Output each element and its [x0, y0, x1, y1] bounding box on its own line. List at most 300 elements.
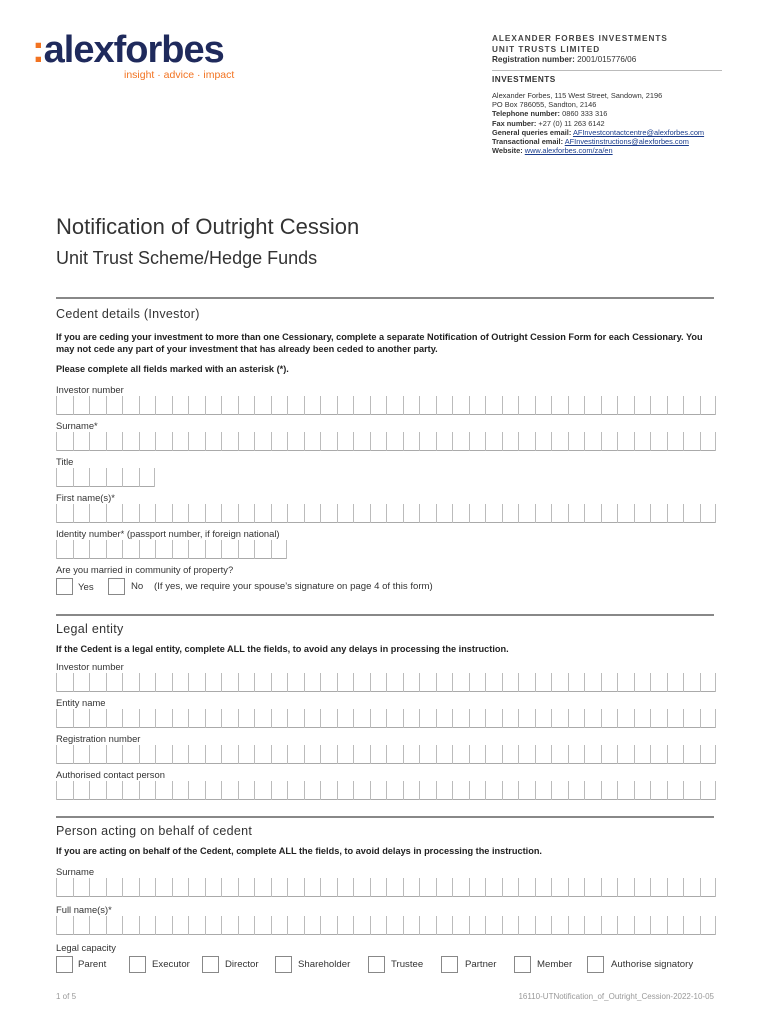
char-box[interactable] — [419, 432, 436, 451]
char-box[interactable] — [650, 781, 667, 800]
char-box[interactable] — [370, 781, 387, 800]
char-box[interactable] — [155, 540, 172, 559]
char-box[interactable] — [205, 396, 222, 415]
char-box[interactable] — [700, 709, 717, 728]
char-box[interactable] — [419, 673, 436, 692]
char-box[interactable] — [254, 709, 271, 728]
char-box[interactable] — [353, 673, 370, 692]
char-box[interactable] — [650, 916, 667, 935]
char-box[interactable] — [221, 745, 238, 764]
char-box[interactable] — [386, 396, 403, 415]
char-box[interactable] — [89, 916, 106, 935]
char-box[interactable] — [337, 432, 354, 451]
char-box[interactable] — [287, 745, 304, 764]
char-box[interactable] — [353, 781, 370, 800]
char-box[interactable] — [601, 916, 618, 935]
char-box[interactable] — [452, 709, 469, 728]
char-box[interactable] — [238, 396, 255, 415]
char-box[interactable] — [56, 709, 73, 728]
char-box[interactable] — [56, 540, 73, 559]
char-box[interactable] — [419, 396, 436, 415]
char-box[interactable] — [584, 781, 601, 800]
char-box[interactable] — [535, 916, 552, 935]
char-box[interactable] — [287, 673, 304, 692]
char-box[interactable] — [584, 673, 601, 692]
char-box[interactable] — [568, 745, 585, 764]
char-box[interactable] — [535, 673, 552, 692]
char-box[interactable] — [584, 504, 601, 523]
char-box[interactable] — [271, 878, 288, 897]
char-box[interactable] — [238, 781, 255, 800]
char-box[interactable] — [419, 916, 436, 935]
char-box[interactable] — [469, 396, 486, 415]
char-box[interactable] — [188, 916, 205, 935]
char-box[interactable] — [436, 745, 453, 764]
char-box[interactable] — [271, 673, 288, 692]
char-box[interactable] — [155, 745, 172, 764]
char-box[interactable] — [73, 745, 90, 764]
cedent-title-input[interactable] — [56, 468, 155, 487]
char-box[interactable] — [56, 468, 73, 487]
char-box[interactable] — [254, 878, 271, 897]
char-box[interactable] — [601, 673, 618, 692]
char-box[interactable] — [337, 396, 354, 415]
char-box[interactable] — [271, 432, 288, 451]
married-yes-checkbox[interactable] — [56, 578, 73, 595]
char-box[interactable] — [320, 432, 337, 451]
char-box[interactable] — [106, 504, 123, 523]
char-box[interactable] — [403, 709, 420, 728]
char-box[interactable] — [551, 745, 568, 764]
capacity-executor-checkbox[interactable] — [129, 956, 146, 973]
char-box[interactable] — [683, 916, 700, 935]
char-box[interactable] — [287, 709, 304, 728]
char-box[interactable] — [139, 432, 156, 451]
char-box[interactable] — [617, 432, 634, 451]
char-box[interactable] — [617, 745, 634, 764]
char-box[interactable] — [436, 673, 453, 692]
char-box[interactable] — [155, 504, 172, 523]
char-box[interactable] — [667, 878, 684, 897]
char-box[interactable] — [287, 504, 304, 523]
char-box[interactable] — [106, 468, 123, 487]
char-box[interactable] — [386, 673, 403, 692]
char-box[interactable] — [254, 673, 271, 692]
char-box[interactable] — [56, 432, 73, 451]
char-box[interactable] — [535, 432, 552, 451]
char-box[interactable] — [452, 396, 469, 415]
char-box[interactable] — [155, 709, 172, 728]
char-box[interactable] — [667, 673, 684, 692]
char-box[interactable] — [287, 432, 304, 451]
char-box[interactable] — [601, 432, 618, 451]
char-box[interactable] — [370, 396, 387, 415]
char-box[interactable] — [634, 878, 651, 897]
char-box[interactable] — [419, 709, 436, 728]
char-box[interactable] — [89, 673, 106, 692]
char-box[interactable] — [238, 673, 255, 692]
char-box[interactable] — [122, 709, 139, 728]
char-box[interactable] — [337, 709, 354, 728]
char-box[interactable] — [535, 745, 552, 764]
char-box[interactable] — [56, 673, 73, 692]
char-box[interactable] — [403, 781, 420, 800]
char-box[interactable] — [551, 432, 568, 451]
char-box[interactable] — [419, 878, 436, 897]
char-box[interactable] — [188, 781, 205, 800]
char-box[interactable] — [304, 709, 321, 728]
char-box[interactable] — [485, 432, 502, 451]
char-box[interactable] — [419, 781, 436, 800]
char-box[interactable] — [320, 396, 337, 415]
char-box[interactable] — [650, 673, 667, 692]
char-box[interactable] — [172, 396, 189, 415]
char-box[interactable] — [172, 504, 189, 523]
char-box[interactable] — [469, 745, 486, 764]
char-box[interactable] — [403, 745, 420, 764]
char-box[interactable] — [271, 916, 288, 935]
capacity-parent-checkbox[interactable] — [56, 956, 73, 973]
char-box[interactable] — [634, 396, 651, 415]
char-box[interactable] — [485, 709, 502, 728]
char-box[interactable] — [502, 916, 519, 935]
char-box[interactable] — [106, 709, 123, 728]
cedent-first-names-input[interactable] — [56, 504, 716, 523]
char-box[interactable] — [337, 916, 354, 935]
char-box[interactable] — [155, 432, 172, 451]
char-box[interactable] — [469, 878, 486, 897]
char-box[interactable] — [238, 504, 255, 523]
char-box[interactable] — [254, 504, 271, 523]
char-box[interactable] — [386, 432, 403, 451]
char-box[interactable] — [584, 396, 601, 415]
legal-investor-number-input[interactable] — [56, 673, 716, 692]
char-box[interactable] — [221, 916, 238, 935]
cedent-surname-input[interactable] — [56, 432, 716, 451]
char-box[interactable] — [683, 673, 700, 692]
char-box[interactable] — [535, 504, 552, 523]
char-box[interactable] — [254, 396, 271, 415]
char-box[interactable] — [73, 878, 90, 897]
char-box[interactable] — [700, 432, 717, 451]
char-box[interactable] — [89, 540, 106, 559]
behalf-full-names-input[interactable] — [56, 916, 716, 935]
char-box[interactable] — [155, 673, 172, 692]
char-box[interactable] — [89, 878, 106, 897]
char-box[interactable] — [73, 781, 90, 800]
char-box[interactable] — [106, 745, 123, 764]
char-box[interactable] — [469, 709, 486, 728]
char-box[interactable] — [304, 432, 321, 451]
char-box[interactable] — [518, 916, 535, 935]
char-box[interactable] — [518, 673, 535, 692]
char-box[interactable] — [139, 745, 156, 764]
char-box[interactable] — [221, 709, 238, 728]
capacity-partner-checkbox[interactable] — [441, 956, 458, 973]
char-box[interactable] — [452, 432, 469, 451]
char-box[interactable] — [485, 396, 502, 415]
char-box[interactable] — [568, 781, 585, 800]
capacity-member-checkbox[interactable] — [514, 956, 531, 973]
char-box[interactable] — [73, 468, 90, 487]
char-box[interactable] — [518, 432, 535, 451]
char-box[interactable] — [172, 745, 189, 764]
char-box[interactable] — [667, 709, 684, 728]
char-box[interactable] — [650, 432, 667, 451]
behalf-surname-input[interactable] — [56, 878, 716, 897]
char-box[interactable] — [469, 781, 486, 800]
char-box[interactable] — [436, 396, 453, 415]
cedent-identity-number-input[interactable] — [56, 540, 287, 559]
char-box[interactable] — [370, 709, 387, 728]
char-box[interactable] — [502, 709, 519, 728]
char-box[interactable] — [254, 540, 271, 559]
char-box[interactable] — [155, 916, 172, 935]
char-box[interactable] — [172, 673, 189, 692]
char-box[interactable] — [353, 916, 370, 935]
char-box[interactable] — [221, 673, 238, 692]
char-box[interactable] — [502, 504, 519, 523]
char-box[interactable] — [700, 745, 717, 764]
char-box[interactable] — [221, 781, 238, 800]
char-box[interactable] — [205, 878, 222, 897]
char-box[interactable] — [205, 916, 222, 935]
char-box[interactable] — [271, 709, 288, 728]
char-box[interactable] — [122, 878, 139, 897]
char-box[interactable] — [122, 745, 139, 764]
char-box[interactable] — [122, 540, 139, 559]
char-box[interactable] — [551, 781, 568, 800]
char-box[interactable] — [106, 781, 123, 800]
char-box[interactable] — [139, 396, 156, 415]
char-box[interactable] — [188, 540, 205, 559]
char-box[interactable] — [56, 916, 73, 935]
char-box[interactable] — [403, 432, 420, 451]
char-box[interactable] — [617, 878, 634, 897]
char-box[interactable] — [155, 781, 172, 800]
char-box[interactable] — [452, 673, 469, 692]
char-box[interactable] — [89, 432, 106, 451]
char-box[interactable] — [551, 504, 568, 523]
char-box[interactable] — [584, 878, 601, 897]
char-box[interactable] — [337, 673, 354, 692]
char-box[interactable] — [634, 916, 651, 935]
char-box[interactable] — [287, 781, 304, 800]
char-box[interactable] — [205, 709, 222, 728]
char-box[interactable] — [568, 878, 585, 897]
char-box[interactable] — [155, 396, 172, 415]
char-box[interactable] — [518, 709, 535, 728]
char-box[interactable] — [188, 432, 205, 451]
char-box[interactable] — [139, 878, 156, 897]
char-box[interactable] — [155, 878, 172, 897]
char-box[interactable] — [419, 745, 436, 764]
char-box[interactable] — [617, 396, 634, 415]
char-box[interactable] — [551, 709, 568, 728]
char-box[interactable] — [485, 745, 502, 764]
char-box[interactable] — [601, 781, 618, 800]
char-box[interactable] — [502, 781, 519, 800]
char-box[interactable] — [568, 396, 585, 415]
char-box[interactable] — [601, 396, 618, 415]
char-box[interactable] — [403, 504, 420, 523]
char-box[interactable] — [502, 745, 519, 764]
char-box[interactable] — [617, 709, 634, 728]
char-box[interactable] — [667, 781, 684, 800]
char-box[interactable] — [238, 709, 255, 728]
char-box[interactable] — [353, 709, 370, 728]
char-box[interactable] — [469, 916, 486, 935]
char-box[interactable] — [106, 673, 123, 692]
char-box[interactable] — [221, 432, 238, 451]
char-box[interactable] — [139, 504, 156, 523]
char-box[interactable] — [700, 916, 717, 935]
char-box[interactable] — [238, 878, 255, 897]
char-box[interactable] — [551, 396, 568, 415]
char-box[interactable] — [73, 540, 90, 559]
char-box[interactable] — [436, 781, 453, 800]
char-box[interactable] — [370, 878, 387, 897]
char-box[interactable] — [271, 504, 288, 523]
char-box[interactable] — [188, 745, 205, 764]
char-box[interactable] — [271, 781, 288, 800]
char-box[interactable] — [238, 745, 255, 764]
char-box[interactable] — [584, 916, 601, 935]
char-box[interactable] — [634, 504, 651, 523]
transactional-email-link[interactable]: AFInvestinstructions@alexforbes.com — [564, 137, 689, 147]
char-box[interactable] — [56, 878, 73, 897]
char-box[interactable] — [172, 709, 189, 728]
char-box[interactable] — [403, 396, 420, 415]
char-box[interactable] — [304, 916, 321, 935]
char-box[interactable] — [634, 745, 651, 764]
char-box[interactable] — [436, 504, 453, 523]
char-box[interactable] — [188, 878, 205, 897]
char-box[interactable] — [386, 504, 403, 523]
char-box[interactable] — [238, 540, 255, 559]
char-box[interactable] — [254, 781, 271, 800]
char-box[interactable] — [634, 673, 651, 692]
char-box[interactable] — [221, 540, 238, 559]
char-box[interactable] — [601, 504, 618, 523]
char-box[interactable] — [304, 396, 321, 415]
char-box[interactable] — [122, 432, 139, 451]
char-box[interactable] — [617, 673, 634, 692]
char-box[interactable] — [172, 916, 189, 935]
char-box[interactable] — [667, 432, 684, 451]
char-box[interactable] — [287, 916, 304, 935]
char-box[interactable] — [700, 878, 717, 897]
char-box[interactable] — [650, 709, 667, 728]
char-box[interactable] — [304, 878, 321, 897]
char-box[interactable] — [551, 878, 568, 897]
char-box[interactable] — [271, 745, 288, 764]
char-box[interactable] — [370, 745, 387, 764]
char-box[interactable] — [584, 432, 601, 451]
cedent-investor-number-input[interactable] — [56, 396, 716, 415]
char-box[interactable] — [518, 504, 535, 523]
char-box[interactable] — [535, 781, 552, 800]
char-box[interactable] — [601, 878, 618, 897]
char-box[interactable] — [172, 878, 189, 897]
char-box[interactable] — [485, 878, 502, 897]
char-box[interactable] — [254, 432, 271, 451]
char-box[interactable] — [238, 432, 255, 451]
char-box[interactable] — [535, 396, 552, 415]
char-box[interactable] — [73, 673, 90, 692]
char-box[interactable] — [172, 432, 189, 451]
char-box[interactable] — [502, 396, 519, 415]
char-box[interactable] — [683, 709, 700, 728]
char-box[interactable] — [205, 673, 222, 692]
char-box[interactable] — [353, 504, 370, 523]
char-box[interactable] — [700, 673, 717, 692]
char-box[interactable] — [56, 396, 73, 415]
char-box[interactable] — [73, 709, 90, 728]
char-box[interactable] — [353, 396, 370, 415]
char-box[interactable] — [485, 504, 502, 523]
char-box[interactable] — [403, 673, 420, 692]
char-box[interactable] — [254, 916, 271, 935]
char-box[interactable] — [386, 745, 403, 764]
char-box[interactable] — [634, 432, 651, 451]
char-box[interactable] — [469, 673, 486, 692]
char-box[interactable] — [188, 504, 205, 523]
char-box[interactable] — [700, 781, 717, 800]
char-box[interactable] — [634, 709, 651, 728]
char-box[interactable] — [337, 745, 354, 764]
char-box[interactable] — [89, 781, 106, 800]
char-box[interactable] — [304, 504, 321, 523]
char-box[interactable] — [56, 504, 73, 523]
char-box[interactable] — [337, 781, 354, 800]
char-box[interactable] — [122, 396, 139, 415]
char-box[interactable] — [188, 709, 205, 728]
char-box[interactable] — [683, 781, 700, 800]
legal-registration-number-input[interactable] — [56, 745, 716, 764]
char-box[interactable] — [188, 396, 205, 415]
char-box[interactable] — [320, 878, 337, 897]
char-box[interactable] — [650, 504, 667, 523]
char-box[interactable] — [568, 709, 585, 728]
char-box[interactable] — [667, 745, 684, 764]
char-box[interactable] — [73, 432, 90, 451]
char-box[interactable] — [73, 396, 90, 415]
char-box[interactable] — [73, 504, 90, 523]
char-box[interactable] — [106, 396, 123, 415]
char-box[interactable] — [320, 745, 337, 764]
char-box[interactable] — [304, 673, 321, 692]
char-box[interactable] — [370, 504, 387, 523]
char-box[interactable] — [452, 878, 469, 897]
char-box[interactable] — [700, 504, 717, 523]
char-box[interactable] — [436, 709, 453, 728]
char-box[interactable] — [221, 396, 238, 415]
char-box[interactable] — [205, 504, 222, 523]
char-box[interactable] — [650, 878, 667, 897]
char-box[interactable] — [89, 504, 106, 523]
char-box[interactable] — [683, 745, 700, 764]
char-box[interactable] — [89, 745, 106, 764]
char-box[interactable] — [287, 396, 304, 415]
char-box[interactable] — [139, 709, 156, 728]
char-box[interactable] — [287, 878, 304, 897]
char-box[interactable] — [89, 709, 106, 728]
char-box[interactable] — [106, 540, 123, 559]
char-box[interactable] — [683, 878, 700, 897]
char-box[interactable] — [172, 540, 189, 559]
char-box[interactable] — [139, 673, 156, 692]
